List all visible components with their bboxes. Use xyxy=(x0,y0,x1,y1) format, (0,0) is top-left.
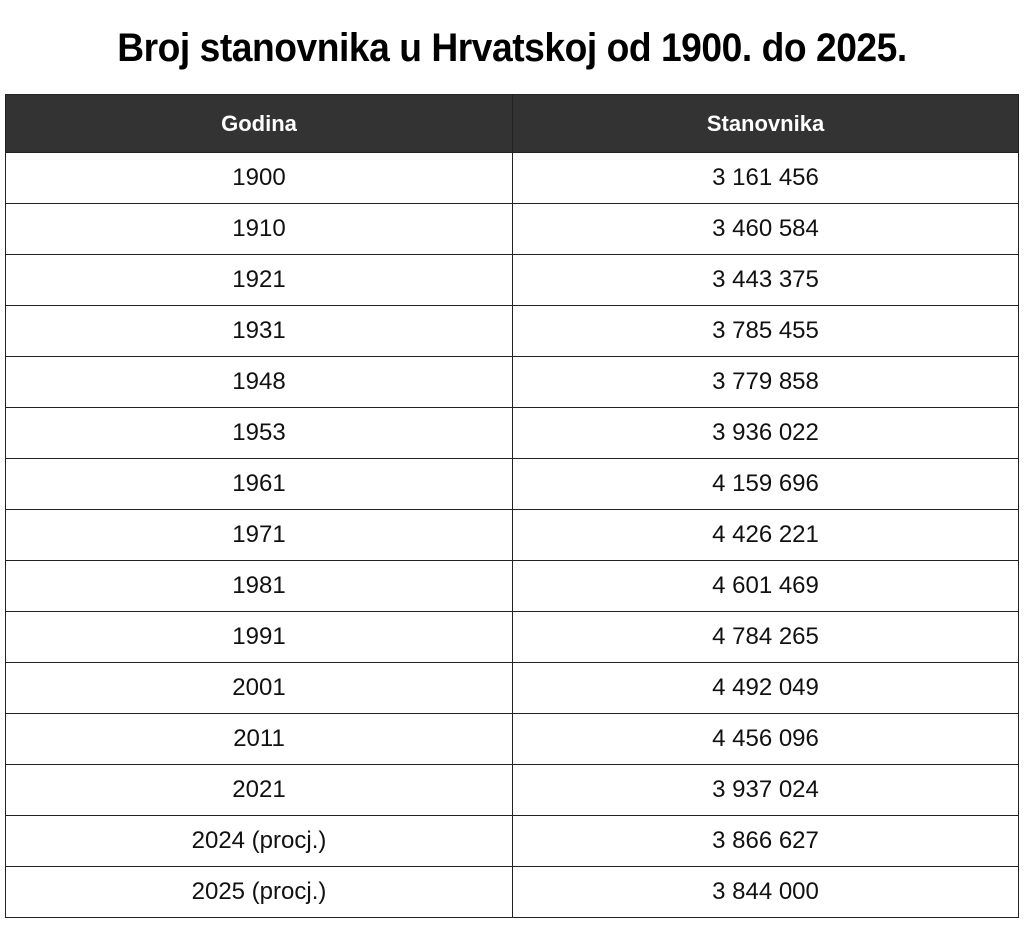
cell-year: 2024 (procj.) xyxy=(6,816,513,867)
cell-year: 1953 xyxy=(6,408,513,459)
table-row xyxy=(6,765,1019,816)
cell-year: 1961 xyxy=(6,459,513,510)
cell-population: 3 936 022 xyxy=(513,408,1019,459)
cell-population: 3 779 858 xyxy=(513,357,1019,408)
cell-year: 1910 xyxy=(6,204,513,255)
cell-population: 3 460 584 xyxy=(513,204,1019,255)
cell-year: 2001 xyxy=(6,663,513,714)
page-title: Broj stanovnika u Hrvatskoj od 1900. do 2025. xyxy=(117,26,907,70)
cell-population: 4 456 096 xyxy=(513,714,1019,765)
cell-year: 1948 xyxy=(6,357,513,408)
cell-population: 3 844 000 xyxy=(513,867,1019,918)
population-table xyxy=(5,94,1019,918)
table-row xyxy=(6,561,1019,612)
table-row xyxy=(6,714,1019,765)
table-row xyxy=(6,663,1019,714)
cell-population: 4 784 265 xyxy=(513,612,1019,663)
cell-population: 3 443 375 xyxy=(513,255,1019,306)
cell-year: 1900 xyxy=(6,153,513,204)
cell-population: 4 159 696 xyxy=(513,459,1019,510)
table-row xyxy=(6,357,1019,408)
cell-population: 3 785 455 xyxy=(513,306,1019,357)
cell-year: 2021 xyxy=(6,765,513,816)
cell-year: 2011 xyxy=(6,714,513,765)
column-header-stanovnika: Stanovnika xyxy=(513,95,1019,153)
table-row xyxy=(6,408,1019,459)
population-table-container xyxy=(5,94,1018,918)
cell-year: 1931 xyxy=(6,306,513,357)
table-row xyxy=(6,510,1019,561)
cell-population: 4 492 049 xyxy=(513,663,1019,714)
cell-population: 3 866 627 xyxy=(513,816,1019,867)
table-row xyxy=(6,255,1019,306)
table-row xyxy=(6,306,1019,357)
cell-population: 3 161 456 xyxy=(513,153,1019,204)
cell-year: 1971 xyxy=(6,510,513,561)
table-row xyxy=(6,867,1019,918)
column-header-godina: Godina xyxy=(6,95,513,153)
cell-population: 3 937 024 xyxy=(513,765,1019,816)
table-row xyxy=(6,816,1019,867)
cell-population: 4 601 469 xyxy=(513,561,1019,612)
table-row xyxy=(6,459,1019,510)
table-row xyxy=(6,612,1019,663)
cell-population: 4 426 221 xyxy=(513,510,1019,561)
cell-year: 2025 (procj.) xyxy=(6,867,513,918)
cell-year: 1921 xyxy=(6,255,513,306)
table-body xyxy=(6,153,1019,918)
table-header-row xyxy=(6,95,1019,153)
table-row xyxy=(6,204,1019,255)
table-row xyxy=(6,153,1019,204)
cell-year: 1981 xyxy=(6,561,513,612)
cell-year: 1991 xyxy=(6,612,513,663)
